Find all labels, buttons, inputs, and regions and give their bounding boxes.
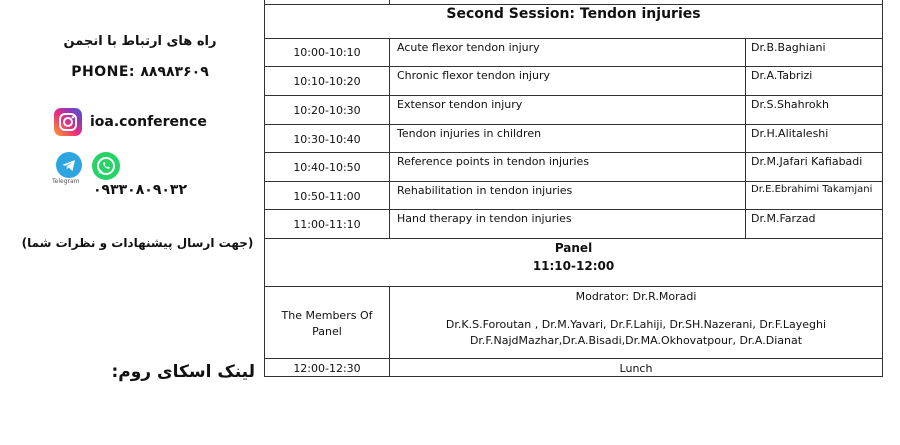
row-time: 10:10-10:20 (293, 75, 361, 88)
row-speaker: Dr.A.Tabrizi (751, 69, 813, 82)
session-title: Second Session: Tendon injuries (446, 6, 701, 22)
contact-panel (0, 0, 260, 445)
row-time: 10:40-10:50 (293, 161, 361, 174)
row-topic: Hand therapy in tendon injuries (397, 212, 572, 225)
row-time: 10:20-10:30 (293, 104, 361, 117)
mobile-number: ۰۹۳۳۰۸۰۹۰۳۲ (93, 182, 187, 198)
telegram-icon[interactable] (56, 152, 82, 178)
row-speaker: Dr.M.Farzad (751, 212, 816, 225)
messenger-icons (52, 152, 136, 186)
row-time: 10:30-10:40 (293, 133, 361, 146)
contact-title: راه های ارتباط با انجمن (63, 34, 217, 49)
whatsapp-icon[interactable] (92, 152, 120, 180)
row-speaker: Dr.S.Shahrokh (751, 98, 829, 111)
row-speaker: Dr.H.Alitaleshi (751, 127, 829, 140)
skyroom-link-label[interactable]: لینک اسکای روم: (111, 362, 255, 382)
instagram-icon (54, 108, 82, 136)
panel-moderator: Modrator: Dr.R.Moradi (575, 290, 697, 303)
row-topic: Rehabilitation in tendon injuries (397, 184, 573, 197)
telegram-label: Telegram (52, 178, 80, 185)
row-topic: Reference points in tendon injuries (397, 155, 590, 168)
row-topic: Acute flexor tendon injury (397, 41, 540, 54)
row-topic: Extensor tendon injury (397, 98, 523, 111)
row-topic: Tendon injuries in children (397, 127, 542, 140)
phone-number: PHONE: ۸۸۹۸۳۶۰۹ (71, 64, 209, 80)
panel-time: 11:10-12:00 (532, 259, 615, 273)
instagram-handle: ioa.conference (90, 114, 207, 130)
row-time: 11:00-11:10 (293, 218, 361, 231)
feedback-note: (جهت ارسال پیشنهادات و نظرات شما) (21, 236, 254, 250)
row-time: 10:50-11:00 (293, 190, 361, 203)
row-speaker: Dr.B.Baghiani (751, 41, 826, 54)
panel-title: Panel (554, 241, 593, 255)
row-topic: Chronic flexor tendon injury (397, 69, 550, 82)
panel-members-label: The Members Of Panel (281, 309, 373, 338)
instagram-link[interactable] (54, 108, 207, 136)
schedule-table (264, 0, 883, 377)
lunch-time: 12:00-12:30 (293, 362, 361, 375)
lunch-label: Lunch (619, 362, 653, 375)
panel-members-line-2: Dr.F.NajdMazhar,Dr.A.Bisadi,Dr.MA.Okhovatpour, Dr.A.Dianat (469, 334, 803, 347)
row-time: 10:00-10:10 (293, 46, 361, 59)
panel-members-line-1: Dr.K.S.Foroutan , Dr.M.Yavari, Dr.F.Lahiji, Dr.SH.Nazerani, Dr.F.Layeghi (445, 318, 827, 331)
row-speaker: Dr.M.Jafari Kafiabadi (751, 155, 863, 168)
row-speaker: Dr.E.Ebrahimi Takamjani (751, 184, 873, 195)
